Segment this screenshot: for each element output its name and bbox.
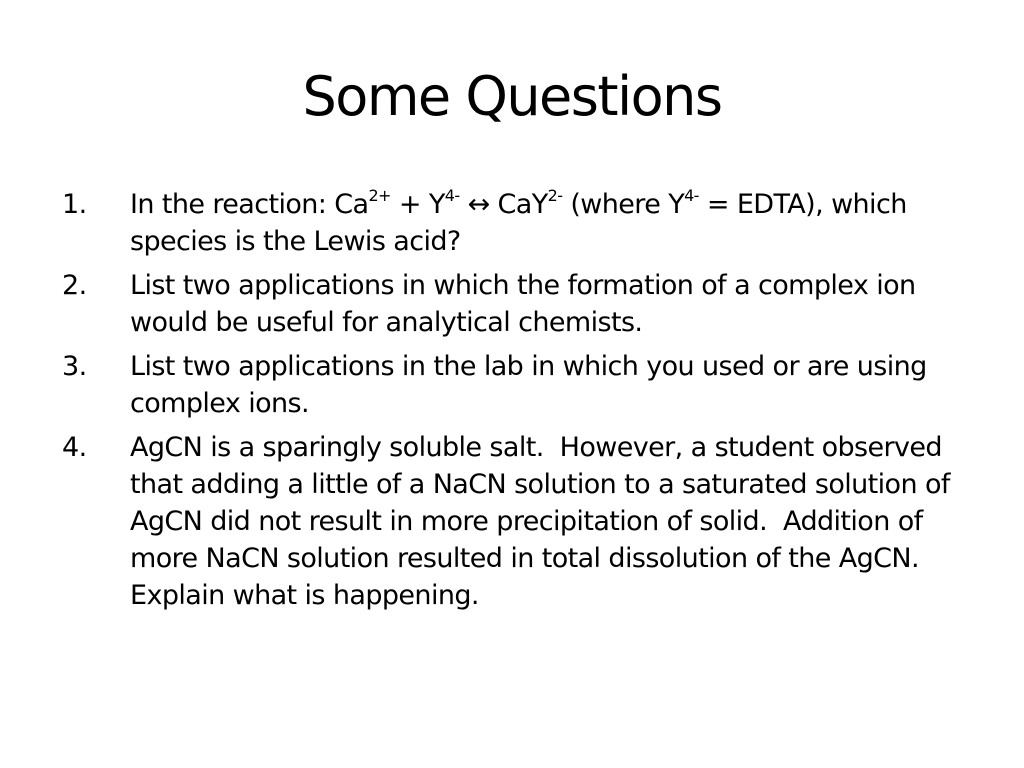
question-text-part: = EDTA), which species is the Lewis acid? (130, 189, 907, 257)
question-number: 3. (62, 351, 87, 382)
question-text-part: In the reaction: Ca (130, 189, 369, 220)
question-text-part: ↔ CaY (459, 189, 548, 220)
question-text-part: + Y (390, 189, 445, 220)
question-number: 1. (62, 189, 87, 220)
charge-superscript: 2- (547, 186, 563, 205)
slide-title: Some Questions (302, 65, 722, 128)
question-text: List two applications in which the formation of a complex ion would be useful for analytical chemists. (130, 270, 916, 338)
question-item-1 (62, 186, 962, 260)
question-item-4 (62, 429, 962, 614)
question-text: List two applications in the lab in which you used or are using complex ions. (130, 351, 927, 419)
question-text-part: (where Y (562, 189, 685, 220)
question-number: 2. (62, 270, 87, 301)
question-item-3 (62, 348, 962, 422)
question-text (130, 186, 907, 257)
question-list (62, 186, 962, 621)
question-item-2 (62, 267, 962, 341)
question-number: 4. (62, 432, 87, 463)
charge-superscript: 4- (444, 186, 460, 205)
charge-superscript: 4- (684, 186, 699, 205)
question-text: AgCN is a sparingly soluble salt. However, a student observed that adding a little of a NaCN solution to a saturated solution of AgCN did not result in more precipitation of solid. Addition of more NaCN solution resulted in total dissolution of the AgCN. Explain what is happening. (130, 432, 950, 611)
charge-superscript: 2+ (368, 186, 391, 205)
